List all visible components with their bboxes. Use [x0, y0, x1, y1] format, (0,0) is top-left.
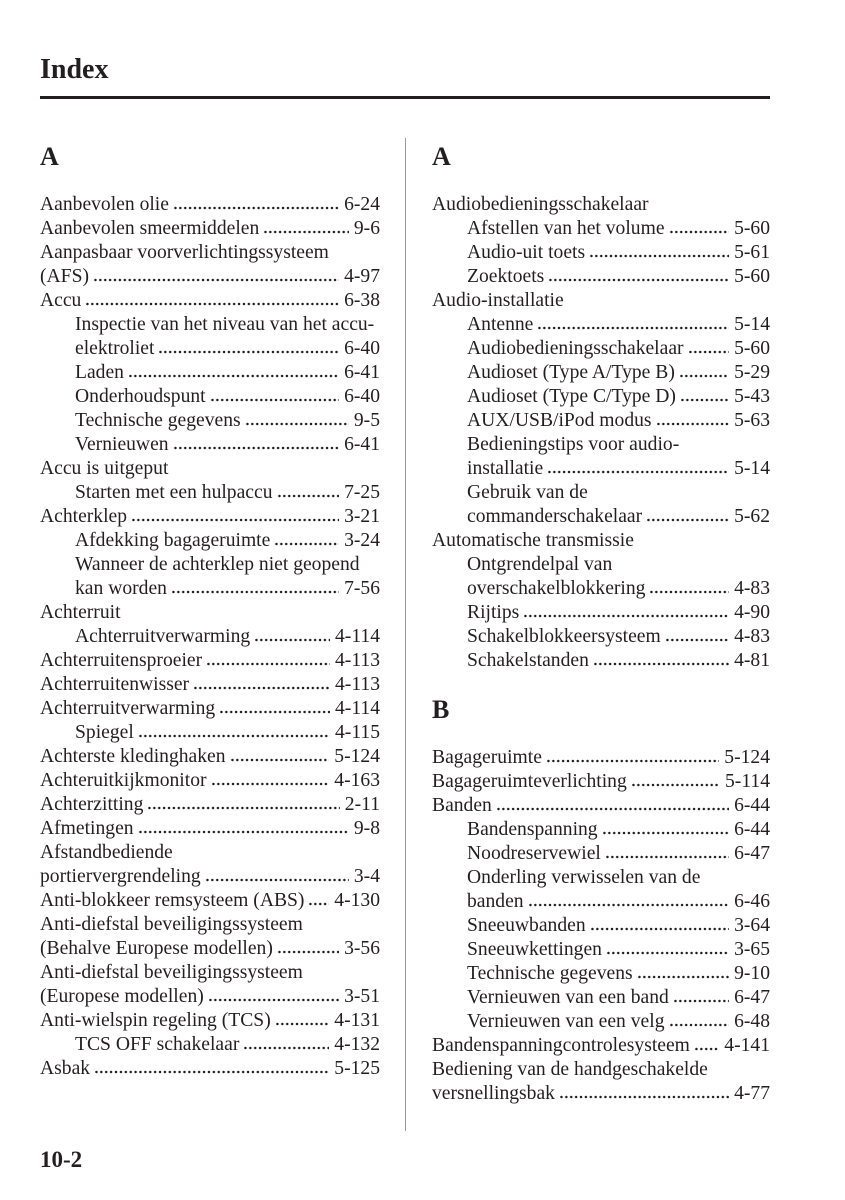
index-entry [40, 193, 380, 217]
entry-label: Achterste kledinghaken [40, 746, 226, 767]
index-subentry [432, 818, 770, 842]
dot-leader [93, 278, 339, 282]
dot-leader [673, 999, 729, 1003]
entry-label: Achterzitting [40, 794, 144, 815]
entry-label: Bandenspanning [467, 819, 598, 840]
entry-page-ref: 4-131 [334, 1010, 380, 1031]
dot-leader [275, 1022, 330, 1026]
entry-label: Bediening van de handgeschakelde [432, 1059, 708, 1080]
dot-leader [277, 494, 340, 498]
entry-page-ref: 3-65 [734, 939, 770, 960]
entry-page-ref: 6-24 [344, 194, 380, 215]
dot-leader [245, 422, 349, 426]
index-entry [40, 289, 380, 313]
entry-page-ref: 5-14 [734, 458, 770, 479]
entry-label: Technische gegevens [75, 410, 241, 431]
index-entry [40, 1009, 380, 1033]
entry-label: Bagageruimte [432, 747, 542, 768]
dot-leader [496, 807, 729, 811]
dot-leader [656, 422, 730, 426]
entry-page-ref: 3-4 [353, 866, 380, 887]
dot-leader [308, 902, 329, 906]
dot-leader [665, 638, 729, 642]
entry-label: Gebruik van de [467, 482, 588, 503]
dot-leader [208, 998, 339, 1002]
dot-leader [274, 542, 339, 546]
section-letter-heading: A [432, 142, 451, 171]
entry-label: Technische gegevens [467, 963, 633, 984]
index-entry [40, 217, 380, 241]
index-entry [40, 769, 380, 793]
dot-leader [243, 1046, 329, 1050]
dot-leader [263, 230, 349, 234]
entry-label: portiervergrendeling [40, 866, 201, 887]
index-entry [40, 745, 380, 769]
dot-leader [680, 398, 729, 402]
entry-page-ref: 5-62 [734, 506, 770, 527]
entry-label: Achterruitensproeier [40, 650, 203, 671]
entry-label: Vernieuwen van een velg [467, 1011, 665, 1032]
entry-label: Sneeuwbanden [467, 915, 586, 936]
index-entry [432, 770, 770, 794]
dot-leader [171, 590, 339, 594]
index-entry [432, 193, 770, 217]
index-subentry [432, 505, 770, 529]
entry-page-ref: 5-29 [734, 362, 770, 383]
entry-page-ref: 4-132 [334, 1034, 380, 1055]
index-entry [40, 937, 380, 961]
entry-label: Achterruitverwarming [40, 698, 216, 719]
entry-page-ref: 4-114 [335, 626, 380, 647]
index-entry [432, 794, 770, 818]
entry-page-ref: 7-25 [344, 482, 380, 503]
entry-page-ref: 4-163 [334, 770, 380, 791]
entry-label: Noodreservewiel [467, 843, 601, 864]
index-entry [40, 961, 380, 985]
index-subentry [432, 265, 770, 289]
entry-page-ref: 6-44 [734, 819, 770, 840]
entry-page-ref: 9-10 [734, 963, 770, 984]
entry-page-ref: 5-43 [734, 386, 770, 407]
index-subentry [40, 409, 380, 433]
index-subentry [40, 361, 380, 385]
index-subentry [40, 577, 380, 601]
entry-page-ref: 9-5 [353, 410, 380, 431]
page-number: 10-2 [40, 1147, 83, 1172]
dot-leader [669, 230, 730, 234]
dot-leader [147, 806, 339, 810]
entry-label: Antenne [467, 314, 534, 335]
index-entry [432, 1058, 770, 1082]
dot-leader [193, 686, 330, 690]
entry-label: Audioset (Type C/Type D) [467, 386, 676, 407]
entry-page-ref: 4-130 [334, 890, 380, 911]
entry-page-ref: 4-114 [335, 698, 380, 719]
dot-leader [173, 446, 340, 450]
entry-label: Aanpasbaar voorverlichtingssysteem [40, 242, 329, 263]
entry-page-ref: 4-97 [344, 266, 380, 287]
entry-label: Schakelstanden [467, 650, 589, 671]
entry-page-ref: 5-14 [734, 314, 770, 335]
entry-page-ref: 5-60 [734, 338, 770, 359]
dot-leader [131, 518, 339, 522]
entry-label: banden [467, 891, 524, 912]
entry-label: Anti-diefstal beveiligingssysteem [40, 962, 303, 983]
dot-leader [688, 350, 730, 354]
entry-label: Starten met een hulpaccu [75, 482, 273, 503]
index-entry [432, 1034, 770, 1058]
page-title: Index [40, 54, 109, 85]
dot-leader [277, 950, 339, 954]
entry-label: Afdekking bagageruimte [75, 530, 271, 551]
index-entry [40, 505, 380, 529]
entry-label: Afstandbediende [40, 842, 173, 863]
index-subentry [432, 962, 770, 986]
entry-page-ref: 5-124 [334, 746, 380, 767]
entry-page-ref: 5-114 [725, 771, 770, 792]
entry-page-ref: 6-38 [344, 290, 380, 311]
index-subentry [432, 361, 770, 385]
index-subentry [432, 481, 770, 505]
entry-page-ref: 4-83 [734, 578, 770, 599]
index-subentry [40, 721, 380, 745]
index-subentry [40, 1033, 380, 1057]
index-section-a [40, 139, 380, 1081]
entry-page-ref: 5-60 [734, 218, 770, 239]
dot-leader [211, 782, 330, 786]
entry-page-ref: 6-41 [344, 362, 380, 383]
entry-label: Rijtips [467, 602, 520, 623]
entry-label: Bandenspanningcontrolesysteem [432, 1035, 690, 1056]
entry-label: Achterruit [40, 602, 121, 623]
entry-page-ref: 3-56 [344, 938, 380, 959]
index-subentry [40, 553, 380, 577]
entry-page-ref: 3-64 [734, 915, 770, 936]
dot-leader [646, 518, 729, 522]
entry-page-ref: 4-113 [335, 650, 380, 671]
dot-leader [206, 662, 330, 666]
dot-leader [173, 206, 339, 210]
entry-label: TCS OFF schakelaar [75, 1034, 240, 1055]
section-letter-heading: B [432, 695, 450, 724]
entry-label: Achterruitenwisser [40, 674, 190, 695]
entry-label: Bedieningstips voor audio- [467, 434, 680, 455]
index-entry [40, 697, 380, 721]
index-subentry [432, 938, 770, 962]
entry-page-ref: 4-115 [335, 722, 380, 743]
index-entry [40, 841, 380, 865]
entry-label: Banden [432, 795, 492, 816]
entry-page-ref: 2-11 [344, 794, 380, 815]
entry-label: Audio-uit toets [467, 242, 586, 263]
entry-page-ref: 5-63 [734, 410, 770, 431]
dot-leader [694, 1047, 719, 1051]
dot-leader [547, 470, 729, 474]
index-subentry [432, 553, 770, 577]
dot-leader [128, 374, 339, 378]
index-subentry [432, 337, 770, 361]
entry-page-ref: 4-81 [734, 650, 770, 671]
entry-page-ref: 9-8 [353, 818, 380, 839]
entry-label: Inspectie van het niveau van het accu- [75, 314, 375, 335]
entry-label: Onderhoudspunt [75, 386, 206, 407]
entry-label: Laden [75, 362, 124, 383]
index-entry [40, 265, 380, 289]
entry-page-ref: 6-48 [734, 1011, 770, 1032]
entry-label: Audio-installatie [432, 290, 564, 311]
index-subentry [432, 313, 770, 337]
index-entry [40, 817, 380, 841]
index-entry [432, 746, 770, 770]
entry-page-ref: 4-77 [734, 1083, 770, 1104]
entry-label: (Europese modellen) [40, 986, 204, 1007]
index-entry [432, 529, 770, 553]
header-rule [40, 96, 770, 99]
index-subentry [40, 433, 380, 457]
dot-leader [548, 278, 729, 282]
index-subentry [432, 625, 770, 649]
dot-leader [210, 398, 339, 402]
entry-label: (AFS) [40, 266, 89, 287]
entry-label: Schakelblokkeersysteem [467, 626, 661, 647]
entry-label: Zoektoets [467, 266, 545, 287]
entry-page-ref: 3-21 [344, 506, 380, 527]
index-section-b [432, 692, 770, 1106]
entry-page-ref: 5-125 [334, 1058, 380, 1079]
dot-leader [138, 734, 330, 738]
entry-label: Vernieuwen van een band [467, 987, 669, 1008]
dot-leader [546, 759, 719, 763]
index-subentry [40, 385, 380, 409]
entry-page-ref: 6-47 [734, 987, 770, 1008]
entry-page-ref: 3-24 [344, 530, 380, 551]
dot-leader [606, 951, 729, 955]
entry-label: Wanneer de achterklep niet geopend [75, 554, 360, 575]
entry-page-ref: 6-40 [344, 386, 380, 407]
index-entry [432, 289, 770, 313]
index-entry [40, 865, 380, 889]
entry-label: (Behalve Europese modellen) [40, 938, 273, 959]
entry-label: Accu is uitgeput [40, 458, 169, 479]
index-subentry [40, 625, 380, 649]
dot-leader [602, 831, 729, 835]
index-subentry [432, 914, 770, 938]
index-subentry [432, 409, 770, 433]
index-column-right [432, 139, 770, 1106]
entry-label: kan worden [75, 578, 167, 599]
index-column-left [40, 139, 380, 1081]
entry-label: Vernieuwen [75, 434, 169, 455]
entry-label: AUX/USB/iPod modus [467, 410, 652, 431]
entry-page-ref: 7-56 [344, 578, 380, 599]
index-subentry [432, 866, 770, 890]
entry-page-ref: 4-113 [335, 674, 380, 695]
index-subentry [432, 241, 770, 265]
entry-page-ref: 4-141 [724, 1035, 770, 1056]
dot-leader [138, 830, 349, 834]
entry-page-ref: 4-90 [734, 602, 770, 623]
entry-label: Aanbevolen smeermiddelen [40, 218, 260, 239]
index-entry [40, 913, 380, 937]
dot-leader [589, 254, 729, 258]
entry-label: Aanbevolen olie [40, 194, 169, 215]
dot-leader [205, 878, 349, 882]
dot-leader [230, 758, 330, 762]
index-section-a [432, 139, 770, 673]
column-divider [405, 138, 406, 1131]
index-entry [40, 1057, 380, 1081]
index-entry [40, 889, 380, 913]
entry-page-ref: 5-61 [734, 242, 770, 263]
entry-page-ref: 3-51 [344, 986, 380, 1007]
entry-page-ref: 6-44 [734, 795, 770, 816]
entry-label: Achteruitkijkmonitor [40, 770, 207, 791]
dot-leader [637, 975, 729, 979]
section-letter-heading: A [40, 142, 59, 171]
entry-label: Onderling verwisselen van de [467, 867, 701, 888]
dot-leader [605, 855, 729, 859]
entry-page-ref: 6-47 [734, 843, 770, 864]
entry-label: Achterklep [40, 506, 128, 527]
entry-label: Audiobedieningsschakelaar [467, 338, 684, 359]
dot-leader [158, 350, 339, 354]
index-subentry [40, 481, 380, 505]
dot-leader [537, 326, 729, 330]
index-entry [40, 673, 380, 697]
index-subentry [40, 529, 380, 553]
dot-leader [593, 662, 729, 666]
entry-label: Achterruitverwarming [75, 626, 251, 647]
index-subentry [432, 1010, 770, 1034]
dot-leader [94, 1070, 329, 1074]
index-subentry [432, 457, 770, 481]
entry-page-ref: 5-60 [734, 266, 770, 287]
entry-page-ref: 4-83 [734, 626, 770, 647]
entry-label: Spiegel [75, 722, 134, 743]
dot-leader [590, 927, 729, 931]
index-subentry [432, 217, 770, 241]
dot-leader [528, 903, 729, 907]
entry-label: Accu [40, 290, 82, 311]
index-entry [40, 457, 380, 481]
entry-label: versnellingsbak [432, 1083, 555, 1104]
entry-page-ref: 6-46 [734, 891, 770, 912]
entry-label: Audiobedieningsschakelaar [432, 194, 649, 215]
index-subentry [40, 313, 380, 337]
index-entry [40, 241, 380, 265]
dot-leader [254, 638, 330, 642]
entry-label: Bagageruimteverlichting [432, 771, 627, 792]
entry-label: Afmetingen [40, 818, 134, 839]
entry-label: overschakelblokkering [467, 578, 646, 599]
dot-leader [559, 1095, 729, 1099]
index-subentry [432, 577, 770, 601]
index-subentry [40, 337, 380, 361]
index-subentry [432, 890, 770, 914]
entry-label: Anti-wielspin regeling (TCS) [40, 1010, 271, 1031]
dot-leader [669, 1023, 730, 1027]
index-subentry [432, 433, 770, 457]
entry-page-ref: 6-41 [344, 434, 380, 455]
entry-label: Automatische transmissie [432, 530, 634, 551]
dot-leader [631, 783, 720, 787]
dot-leader [523, 614, 729, 618]
index-entry [432, 1082, 770, 1106]
entry-page-ref: 9-6 [353, 218, 380, 239]
entry-label: Anti-blokkeer remsysteem (ABS) [40, 890, 305, 911]
entry-label: elektroliet [75, 338, 155, 359]
entry-label: commanderschakelaar [467, 506, 643, 527]
index-subentry [432, 842, 770, 866]
index-entry [40, 601, 380, 625]
dot-leader [649, 590, 729, 594]
index-entry [40, 649, 380, 673]
entry-label: Anti-diefstal beveiligingssysteem [40, 914, 303, 935]
entry-page-ref: 6-40 [344, 338, 380, 359]
entry-label: Afstellen van het volume [467, 218, 665, 239]
entry-label: Audioset (Type A/Type B) [467, 362, 675, 383]
dot-leader [85, 302, 339, 306]
entry-label: Sneeuwkettingen [467, 939, 602, 960]
index-entry [40, 985, 380, 1009]
index-subentry [432, 601, 770, 625]
dot-leader [219, 710, 330, 714]
index-subentry [432, 385, 770, 409]
index-subentry [432, 649, 770, 673]
index-subentry [432, 986, 770, 1010]
dot-leader [679, 374, 729, 378]
entry-label: installatie [467, 458, 544, 479]
index-entry [40, 793, 380, 817]
entry-page-ref: 5-124 [724, 747, 770, 768]
entry-label: Asbak [40, 1058, 91, 1079]
entry-label: Ontgrendelpal van [467, 554, 613, 575]
